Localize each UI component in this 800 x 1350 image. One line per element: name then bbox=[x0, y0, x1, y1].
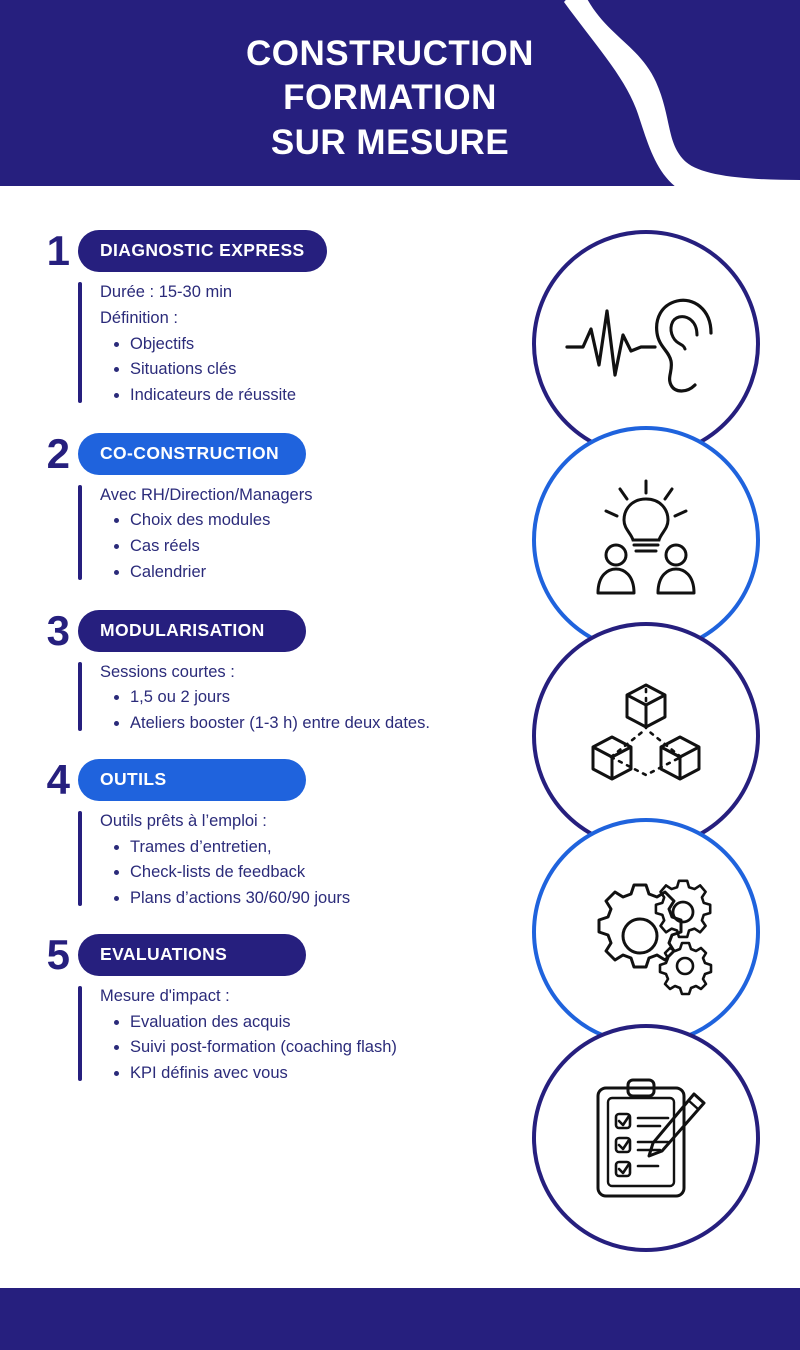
list-item: Trames d’entretien, bbox=[130, 835, 470, 861]
page-title-line-1: CONSTRUCTION bbox=[246, 34, 534, 73]
footer-band bbox=[0, 1288, 800, 1350]
step-rule-5 bbox=[78, 986, 82, 1081]
header-banner bbox=[0, 0, 800, 186]
step-bullets-3 bbox=[100, 685, 470, 736]
step-body-1 bbox=[78, 280, 470, 409]
list-item: Evaluation des acquis bbox=[130, 1010, 470, 1036]
step-rule-4 bbox=[78, 811, 82, 906]
page-title-line-3: SUR MESURE bbox=[270, 122, 510, 162]
step-body-3 bbox=[78, 660, 470, 737]
list-item: 1,5 ou 2 jours bbox=[130, 685, 470, 711]
step-title-5: EVALUATIONS bbox=[78, 934, 306, 976]
list-item: Objectifs bbox=[130, 332, 470, 358]
list-item: Indicateurs de réussite bbox=[130, 383, 470, 409]
list-item: KPI définis avec vous bbox=[130, 1061, 470, 1087]
step-rule-1 bbox=[78, 282, 82, 403]
step-lead-3: Sessions courtes : bbox=[100, 662, 235, 681]
step-body-2 bbox=[78, 483, 470, 586]
icon-circle-3 bbox=[532, 622, 760, 850]
gears-icon bbox=[571, 867, 721, 997]
steps-list bbox=[0, 186, 470, 1093]
step-number-4: 4 bbox=[46, 755, 70, 803]
icon-circle-5 bbox=[532, 1024, 760, 1252]
step-number-5: 5 bbox=[46, 930, 70, 978]
cubes-network-icon bbox=[571, 671, 721, 801]
list-item: Ateliers booster (1-3 h) entre deux dates. bbox=[130, 711, 470, 737]
icon-circle-2 bbox=[532, 426, 760, 654]
step-item-4 bbox=[0, 755, 470, 912]
step-title-3: MODULARISATION bbox=[78, 610, 306, 652]
page-title bbox=[0, 32, 780, 165]
step-bullets-5 bbox=[100, 1010, 470, 1087]
step-title-2: CO-CONSTRUCTION bbox=[78, 433, 306, 475]
step-number-2: 2 bbox=[46, 429, 70, 477]
step-title-4: OUTILS bbox=[78, 759, 306, 801]
step-item-2 bbox=[0, 429, 470, 586]
step-item-3 bbox=[0, 606, 470, 737]
step-lead-1: Durée : 15-30 min bbox=[100, 283, 233, 301]
list-item: Suivi post-formation (coaching flash) bbox=[130, 1035, 470, 1061]
list-item: Calendrier bbox=[130, 560, 470, 586]
step-bullets-4 bbox=[100, 835, 470, 912]
step-number-3: 3 bbox=[46, 606, 70, 654]
list-item: Situations clés bbox=[130, 357, 470, 383]
list-item: Cas réels bbox=[130, 534, 470, 560]
icon-circle-1 bbox=[532, 230, 760, 458]
step-rule-2 bbox=[78, 485, 82, 580]
step-bullets-2 bbox=[100, 508, 470, 585]
icon-circle-4 bbox=[532, 818, 760, 1046]
lightbulb-teamwork-icon bbox=[576, 475, 716, 605]
step-lead-2: Avec RH/Direction/Managers bbox=[100, 485, 313, 504]
step-bullets-1 bbox=[100, 332, 470, 409]
step-lead-5: Mesure d'impact : bbox=[100, 986, 230, 1005]
clipboard-checklist-pen-icon bbox=[576, 1068, 716, 1208]
step-item-5 bbox=[0, 930, 470, 1087]
list-item: Choix des modules bbox=[130, 508, 470, 534]
step-body-5 bbox=[78, 984, 470, 1087]
step-item-1 bbox=[0, 227, 470, 409]
step-lead2-1: Définition : bbox=[100, 308, 178, 327]
step-lead-4: Outils prêts à l’emploi : bbox=[100, 811, 267, 830]
step-number-1: 1 bbox=[46, 227, 70, 274]
step-rule-3 bbox=[78, 662, 82, 731]
list-item: Plans d’actions 30/60/90 jours bbox=[130, 886, 470, 912]
step-body-4 bbox=[78, 809, 470, 912]
page-title-line-2: FORMATION bbox=[283, 78, 497, 118]
list-item: Check-lists de feedback bbox=[130, 860, 470, 886]
step-title-1: DIAGNOSTIC EXPRESS bbox=[78, 230, 327, 272]
ear-pulse-icon bbox=[561, 289, 731, 399]
